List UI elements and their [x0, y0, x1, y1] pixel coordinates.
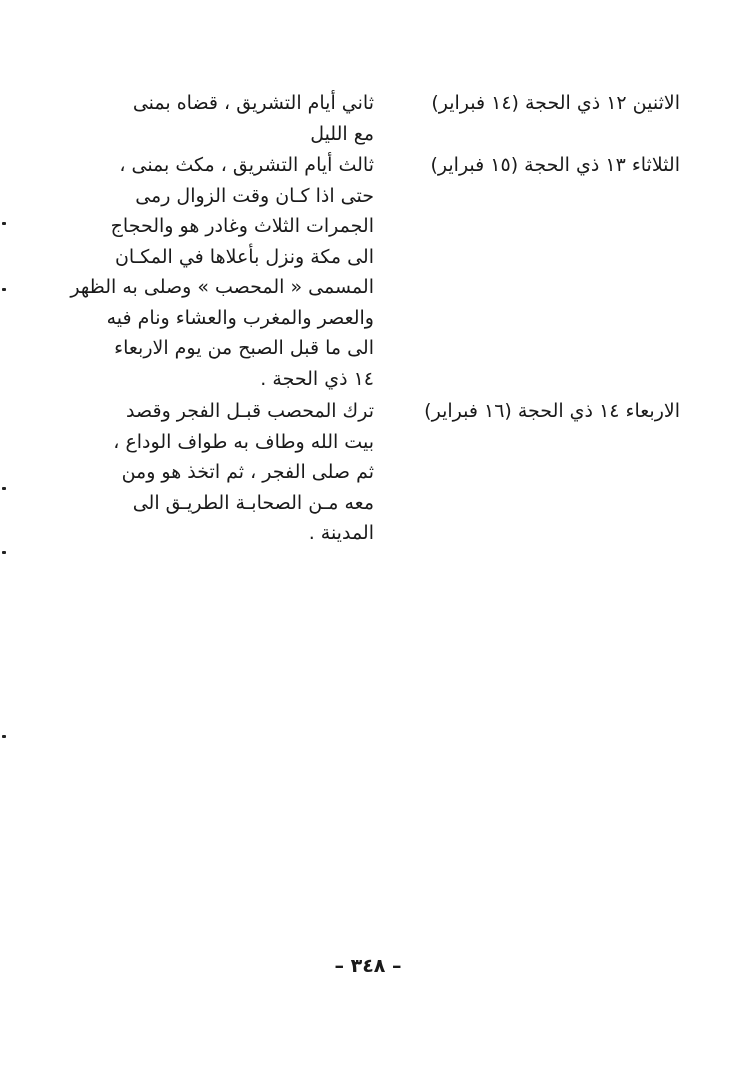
- description-line: ثالث أيام التشريق ، مكث بمنى ،: [119, 154, 374, 176]
- scan-speck: [2, 551, 6, 554]
- description-line: ترك المحصب قبـل الفجر وقصد: [126, 400, 374, 422]
- description-line: الى مكة ونزل بأعلاها في المكـان: [114, 245, 374, 268]
- description-line: معه مـن الصحابـة الطريـق الى: [132, 491, 374, 514]
- description-line: والعصر والمغرب والعشاء ونام فيه: [106, 306, 374, 329]
- entry-date: الاربعاء ١٤ ذي الحجة (١٦ فبراير): [424, 400, 680, 422]
- entry-date: الثلاثاء ١٣ ذي الحجة (١٥ فبراير): [430, 154, 680, 176]
- entry-description: [70, 396, 374, 549]
- scan-speck: [2, 288, 6, 291]
- page-number: – ٣٤٨ –: [334, 955, 402, 977]
- scan-speck: [2, 735, 6, 738]
- description-line: حتى اذا كـان وقت الزوال رمى: [135, 184, 374, 207]
- description-line: ١٤ ذي الحجة .: [260, 367, 374, 390]
- scan-speck: [2, 487, 6, 490]
- entry-date: الاثنين ١٢ ذي الحجة (١٤ فبراير): [431, 92, 680, 114]
- description-line: المدينة .: [308, 522, 374, 544]
- description-line: ثاني أيام التشريق ، قضاه بمنى: [132, 92, 374, 114]
- description-line: بيت الله وطاف به طواف الوداع ،: [113, 430, 374, 453]
- description-line: الى ما قبل الصبح من يوم الاربعاء: [114, 337, 374, 359]
- entry-description: [70, 88, 374, 149]
- description-line: المسمى « المحصب » وصلى به الظهر: [70, 276, 374, 298]
- description-line: ثم صلى الفجر ، ثم اتخذ هو ومن: [121, 461, 374, 483]
- description-line: مع الليل: [310, 122, 374, 145]
- scan-speck: [2, 222, 6, 225]
- description-line: الجمرات الثلاث وغادر هو والحجاج: [110, 215, 374, 237]
- entry-description: [70, 150, 374, 394]
